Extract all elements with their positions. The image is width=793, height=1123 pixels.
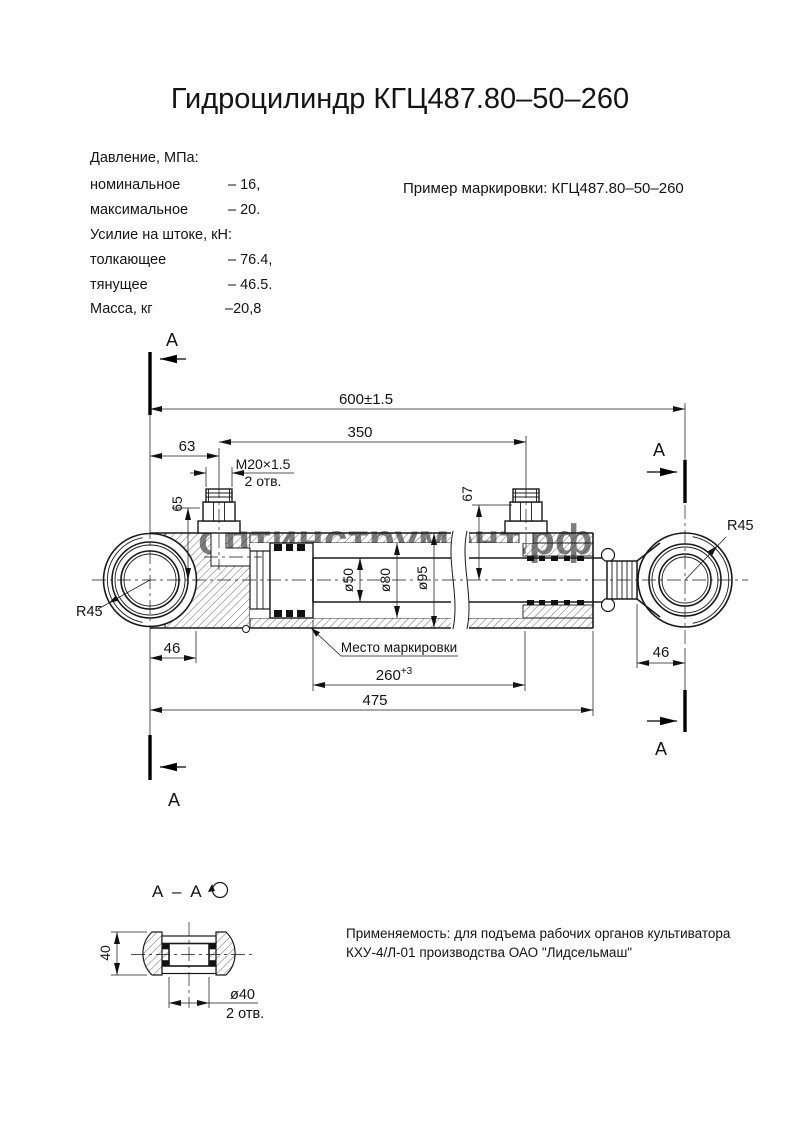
dim-dia40-holes: 2 отв. — [226, 1006, 265, 1022]
spec-value: – 20. — [228, 202, 261, 218]
dim-port-span: 350 — [347, 424, 373, 441]
section-bushing-left — [163, 950, 169, 960]
tube-wall-bottom — [250, 618, 593, 628]
dim-overall-length: 600±1.5 — [338, 391, 394, 408]
lock-ring-bottom — [602, 599, 615, 612]
dim-thread: M20×1.5 — [235, 456, 291, 472]
spec-label: Усилие на штоке, кН: — [90, 227, 232, 243]
spec-label: тянущее — [90, 277, 148, 293]
section-letter-bottom-right: А — [654, 739, 668, 759]
dim-63: 63 — [178, 438, 196, 455]
dim-46-right: 46 — [652, 644, 670, 661]
dim-r45-left: R45 — [76, 604, 103, 620]
application-line1: Применяемость: для подъема рабочих органов культиватора — [346, 926, 731, 941]
spec-value: – 76.4, — [228, 252, 273, 268]
break-lines — [451, 530, 469, 631]
dim-40: 40 — [97, 945, 113, 961]
piston — [270, 543, 313, 618]
section-letter-bottom-left: А — [167, 790, 181, 810]
section-view-title: А – А — [152, 882, 204, 901]
spec-label: толкающее — [90, 252, 167, 268]
spec-value: –20,8 — [225, 301, 262, 317]
dim-dia40: ø40 — [230, 987, 255, 1003]
tube-wall-top — [250, 533, 593, 543]
spec-label: Масса, кг — [90, 301, 153, 317]
weld-bead — [243, 626, 250, 633]
lock-ring-top — [602, 549, 615, 562]
dim-r45-right: R45 — [727, 518, 754, 534]
dim-475: 475 — [362, 692, 388, 709]
dim-65: 65 — [169, 496, 185, 512]
drawing-title: Гидроцилиндр КГЦ487.80–50–260 — [170, 83, 630, 115]
dim-stroke: $260^{+3}$ — [375, 666, 413, 684]
dim-67: 67 — [459, 486, 475, 502]
dim-dia80: ø80 — [377, 567, 393, 593]
section-letter-top-left: А — [165, 330, 179, 350]
marking-place-label: Место маркировки — [340, 640, 458, 655]
dim-dia95: ø95 — [414, 565, 430, 591]
gland-top — [523, 543, 593, 556]
section-bushing-right — [210, 950, 216, 960]
application-line2: КХУ-4/Л-01 производства ОАО "Лидсельмаш" — [346, 945, 633, 960]
dim-thread-holes: 2 отв. — [244, 473, 282, 489]
spec-value: – 46.5. — [228, 277, 273, 293]
spec-label: Давление, МПа: — [90, 150, 199, 166]
spec-value: – 16, — [228, 177, 261, 193]
gland-bottom — [523, 605, 593, 618]
spec-label: максимальное — [90, 202, 189, 218]
dim-dia50: ø50 — [340, 567, 356, 593]
marking-example: Пример маркировки: КГЦ487.80–50–260 — [403, 180, 684, 197]
dim-46-left: 46 — [163, 640, 181, 657]
section-letter-top-right: А — [652, 440, 666, 460]
spec-label: номинальное — [90, 177, 181, 193]
